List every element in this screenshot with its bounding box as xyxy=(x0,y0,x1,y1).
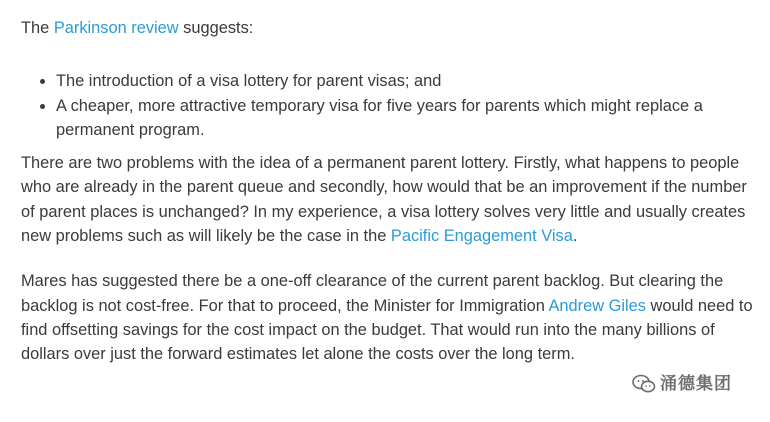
intro-paragraph xyxy=(21,16,756,40)
wechat-icon xyxy=(632,374,656,394)
article-body xyxy=(21,16,756,367)
watermark xyxy=(632,370,732,398)
lottery-paragraph-end: . xyxy=(572,227,578,246)
watermark-text: 涌德集团 xyxy=(660,373,732,393)
lottery-paragraph xyxy=(21,151,756,248)
intro-text-before: The xyxy=(21,19,54,37)
list-item: • The introduction of a visa lottery for parent visas; and xyxy=(56,69,756,93)
andrew-giles-link[interactable]: Andrew Giles xyxy=(548,296,646,315)
intro-text-after: suggests: xyxy=(178,19,254,37)
pacific-engagement-visa-link[interactable]: Pacific Engagement Visa xyxy=(390,227,573,246)
backlog-paragraph-text: Mares has suggested there be a one-off clearance of the current parent backlog. But clearing the backlog is not cost-free. For that to proceed, the Minister for Immigration xyxy=(21,272,724,315)
list-item: • A cheaper, more attractive temporary visa for five years for parents which might replace a permanent program. xyxy=(56,94,756,143)
backlog-paragraph-end: would need to find offsetting savings for the cost impact on the budget. That would run into the many billions of dollars over just the forward estimates let alone the costs over the long term. xyxy=(21,296,753,364)
lottery-paragraph-text: There are two problems with the idea of a permanent parent lottery. Firstly, what happens to people who are already in the parent queue and secondly, how would that be an improvement if the number of parent places is unchanged? In my experience, a visa lottery solves very little and usually creates new problems such as will likely be the case in the xyxy=(21,154,747,246)
backlog-paragraph xyxy=(21,269,756,366)
suggestions-list xyxy=(21,69,756,142)
parkinson-review-link[interactable]: Parkinson review xyxy=(53,19,179,37)
